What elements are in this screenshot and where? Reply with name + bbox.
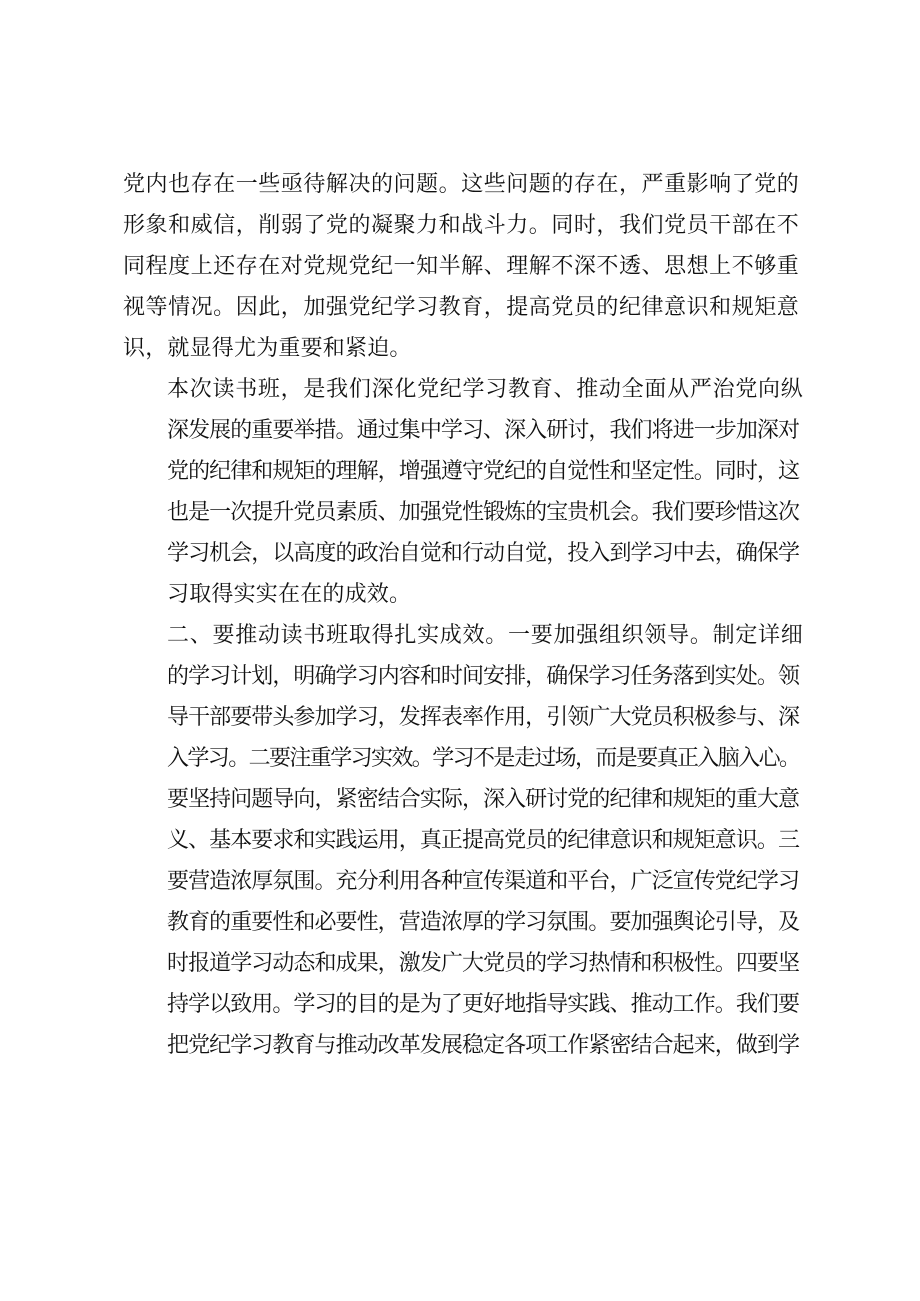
text-line: 义、基本要求和实践运用，真正提高党员的纪律意识和规矩意识。三 (167, 828, 799, 853)
text-line: 要坚持问题导向，紧密结合实际，深入研讨党的纪律和规矩的重大意 (167, 787, 799, 812)
text-line: 形象和威信，削弱了党的凝聚力和战斗力。同时，我们党员干部在不 (123, 213, 799, 238)
text-line: 学习机会，以高度的政治自觉和行动自觉，投入到学习中去，确保学 (167, 541, 799, 566)
paragraph-3 (123, 615, 799, 1066)
text-line: 习取得实实在在的成效。 (167, 582, 412, 607)
paragraph-1 (123, 164, 799, 369)
text-line: 要营造浓厚氛围。充分利用各种宣传渠道和平台，广泛宣传党纪学习 (167, 869, 799, 894)
text-line: 本次读书班，是我们深化党纪学习教育、推动全面从严治党向纵 (167, 377, 799, 402)
text-line: 的学习计划，明确学习内容和时间安排，确保学习任务落到实处。领 (167, 664, 799, 689)
text-line: 视等情况。因此，加强党纪学习教育，提高党员的纪律意识和规矩意 (123, 295, 799, 320)
text-line: 把党纪学习教育与推动改革发展稳定各项工作紧密结合起来，做到学 (167, 1033, 799, 1058)
text-line: 导干部要带头参加学习，发挥表率作用，引领广大党员积极参与、深 (167, 705, 799, 730)
text-line: 同程度上还存在对党规党纪一知半解、理解不深不透、思想上不够重 (123, 254, 799, 279)
text-line: 教育的重要性和必要性，营造浓厚的学习氛围。要加强舆论引导，及 (167, 910, 799, 935)
text-line: 党内也存在一些亟待解决的问题。这些问题的存在，严重影响了党的 (123, 172, 799, 197)
text-line: 持学以致用。学习的目的是为了更好地指导实践、推动工作。我们要 (167, 992, 799, 1017)
text-line: 时报道学习动态和成果，激发广大党员的学习热情和积极性。四要坚 (167, 951, 799, 976)
text-line: 深发展的重要举措。通过集中学习、深入研讨，我们将进一步加深对 (167, 418, 799, 443)
text-line: 入学习。二要注重学习实效。学习不是走过场，而是要真正入脑入心。 (167, 746, 800, 771)
paragraph-2 (123, 369, 799, 615)
text-line: 也是一次提升党员素质、加强党性锻炼的宝贵机会。我们要珍惜这次 (167, 500, 799, 525)
body-text (123, 164, 799, 1066)
text-line: 党的纪律和规矩的理解，增强遵守党纪的自觉性和坚定性。同时，这 (167, 459, 799, 484)
text-line: 识，就显得尤为重要和紧迫。 (123, 336, 412, 361)
text-line: 二、要推动读书班取得扎实成效。一要加强组织领导。制定详细 (167, 623, 799, 648)
